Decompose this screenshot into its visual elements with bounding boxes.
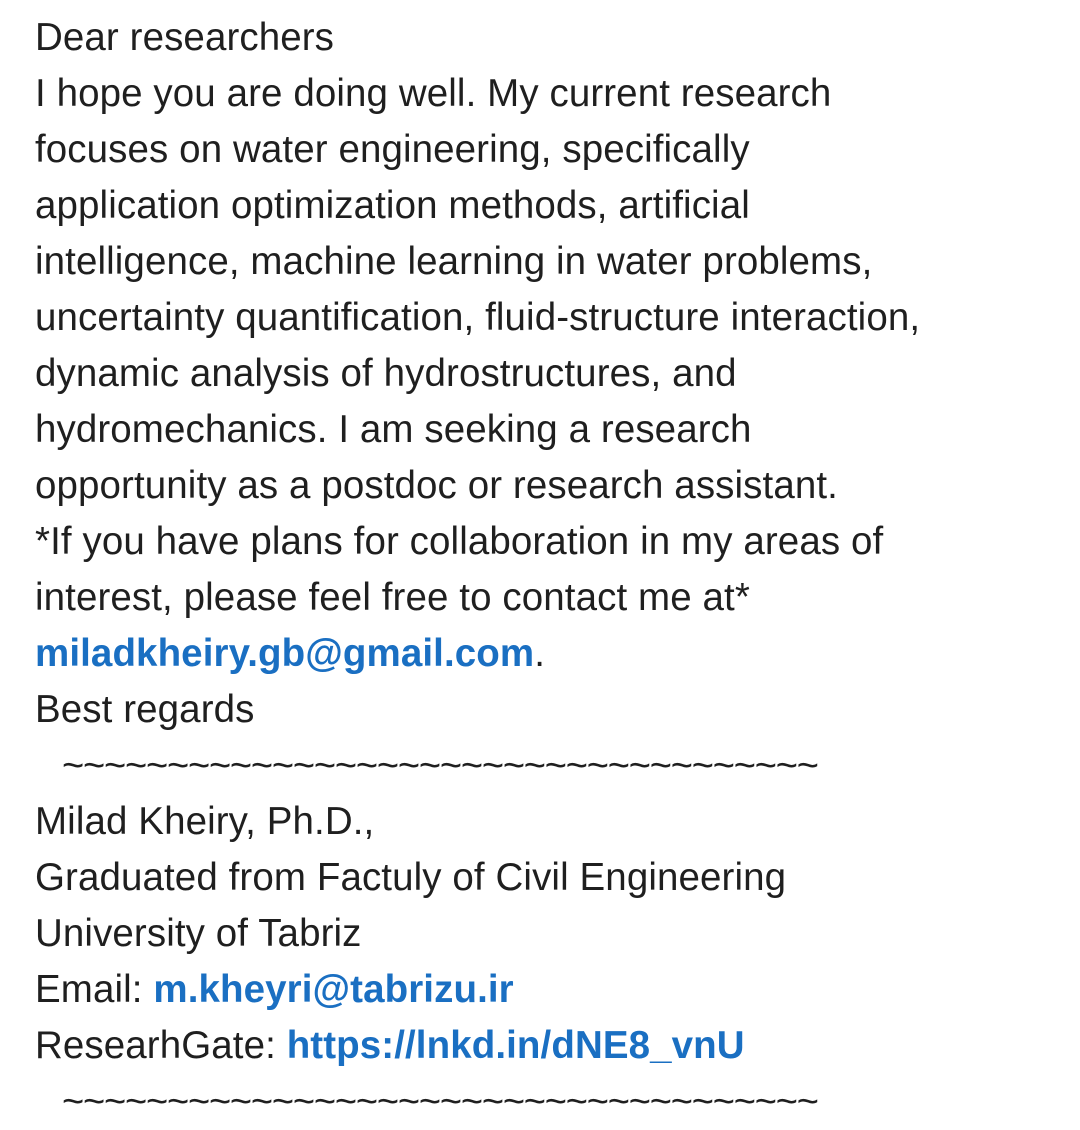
contact-email-suffix: . — [534, 632, 546, 675]
separator-bottom: ~~~~~~~~~~~~~~~~~~~~~~~~~~~~~~~~~~~~ — [62, 1081, 818, 1123]
body-line: uncertainty quantification, fluid-structure interaction, — [35, 296, 921, 339]
body-line: *If you have plans for collaboration in my areas of — [35, 520, 884, 563]
signature-university: University of Tabriz — [35, 912, 362, 955]
signature-affiliation: Graduated from Factuly of Civil Engineering — [35, 856, 787, 899]
signature-name: Milad Kheiry, Ph.D., — [35, 800, 375, 843]
contact-email-link[interactable]: miladkheiry.gb@gmail.com — [35, 632, 535, 675]
body-line: hydromechanics. I am seeking a research — [35, 408, 752, 451]
post-body — [35, 10, 1065, 1130]
contact-email-line — [35, 626, 1065, 682]
researchgate-label: ResearhGate: — [35, 1024, 287, 1067]
greeting-text: Dear researchers — [35, 16, 335, 59]
body-line: opportunity as a postdoc or research assistant. — [35, 464, 838, 507]
body-line: focuses on water engineering, specifically — [35, 128, 750, 171]
researchgate-line — [35, 1018, 1065, 1074]
researchgate-link[interactable]: https://lnkd.in/dNE8_vnU — [286, 1024, 745, 1067]
body-line: interest, please feel free to contact me at* — [35, 576, 750, 619]
signature-email-line — [35, 962, 1065, 1018]
separator-top: ~~~~~~~~~~~~~~~~~~~~~~~~~~~~~~~~~~~~ — [62, 745, 818, 787]
body-line: intelligence, machine learning in water problems, — [35, 240, 873, 283]
signature-email-link[interactable]: m.kheyri@tabrizu.ir — [153, 968, 514, 1011]
body-line: I hope you are doing well. My current research — [35, 72, 832, 115]
closing-text: Best regards — [35, 688, 255, 731]
email-label: Email: — [35, 968, 154, 1011]
body-line: dynamic analysis of hydrostructures, and — [35, 352, 737, 395]
body-line: application optimization methods, artificial — [35, 184, 750, 227]
